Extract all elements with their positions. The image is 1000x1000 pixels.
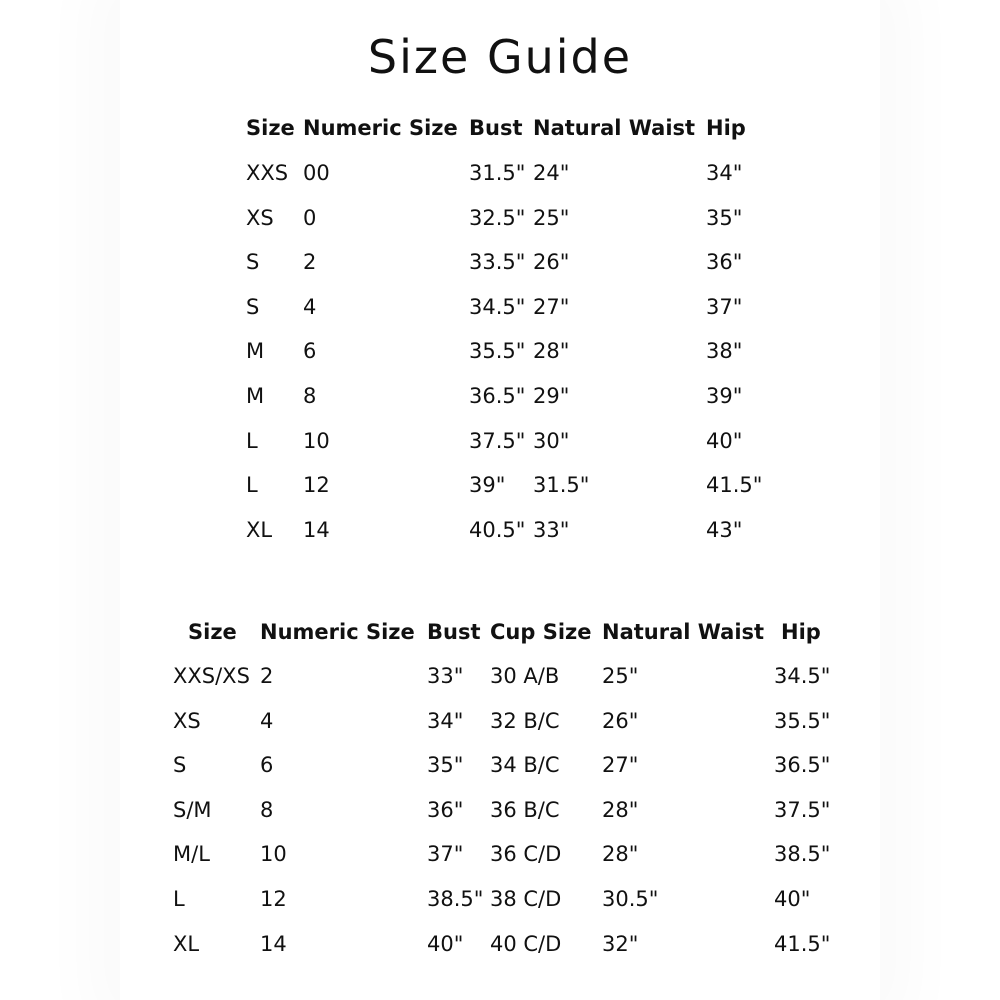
cell-numeric-size: 10	[260, 842, 287, 867]
cell-size: L	[246, 473, 258, 498]
cell-cup-size: 30 A/B	[490, 664, 560, 688]
cell-natural-waist: 27"	[602, 753, 639, 778]
cell-natural-waist: 26"	[602, 708, 639, 733]
cell-bust: 36"	[427, 797, 464, 822]
cell-natural-waist: 24"	[533, 161, 570, 185]
cell-natural-waist: 33"	[533, 517, 570, 542]
cell-bust: 34.5"	[469, 294, 526, 319]
cell-natural-waist: 26"	[533, 250, 570, 275]
cell-bust: 37"	[427, 842, 464, 867]
cell-bust: 35.5"	[469, 339, 526, 364]
header-numeric-size: Numeric Size	[260, 620, 415, 644]
page-title: Size Guide	[367, 30, 633, 84]
cell-bust: 32.5"	[469, 205, 526, 230]
cell-hip: 35"	[706, 205, 743, 230]
cell-cup-size: 34 B/C	[490, 753, 560, 778]
cell-cup-size: 40 C/D	[490, 931, 562, 956]
header-cup-size: Cup Size	[490, 620, 592, 644]
cell-hip: 39"	[706, 384, 743, 408]
cell-hip: 40"	[706, 428, 743, 453]
cell-hip: 37"	[706, 294, 743, 319]
cell-natural-waist: 31.5"	[533, 473, 590, 498]
cell-hip: 34"	[706, 161, 743, 185]
cell-numeric-size: 2	[260, 664, 274, 688]
cell-numeric-size: 6	[260, 753, 274, 778]
cell-numeric-size: 4	[260, 708, 274, 733]
cell-size: XL	[173, 931, 200, 956]
header-numeric-size: Numeric Size	[303, 116, 458, 140]
cell-hip: 43"	[706, 517, 743, 542]
cell-numeric-size: 8	[303, 384, 317, 408]
header-natural-waist: Natural Waist	[533, 116, 696, 140]
cell-numeric-size: 0	[303, 205, 317, 230]
header-natural-waist: Natural Waist	[602, 620, 765, 644]
cell-hip: 35.5"	[774, 708, 831, 733]
cell-hip: 41.5"	[706, 473, 763, 498]
cell-hip: 40"	[774, 887, 811, 911]
cell-bust: 33"	[427, 664, 464, 688]
cell-bust: 36.5"	[469, 384, 526, 408]
cell-natural-waist: 25"	[602, 664, 639, 688]
cell-size: M/L	[173, 842, 210, 867]
cell-cup-size: 32 B/C	[490, 708, 560, 733]
cell-natural-waist: 32"	[602, 931, 639, 956]
cell-size: XXS	[246, 161, 289, 185]
cell-numeric-size: 4	[303, 294, 317, 319]
cell-numeric-size: 6	[303, 339, 317, 364]
cell-bust: 38.5"	[427, 887, 484, 911]
cell-hip: 36"	[706, 250, 743, 275]
cell-size: S	[173, 753, 187, 778]
header-bust: Bust	[427, 620, 481, 644]
cell-cup-size: 36 C/D	[490, 842, 562, 867]
cell-size: L	[173, 887, 185, 911]
header-hip: Hip	[706, 116, 746, 140]
cell-hip: 37.5"	[774, 797, 831, 822]
cell-size: XS	[246, 205, 274, 230]
cell-numeric-size: 14	[260, 931, 287, 956]
cell-natural-waist: 25"	[533, 205, 570, 230]
cell-size: S	[246, 294, 260, 319]
cell-bust: 34"	[427, 708, 464, 733]
cell-numeric-size: 8	[260, 797, 274, 822]
cell-numeric-size: 12	[260, 887, 287, 911]
cell-numeric-size: 10	[303, 428, 330, 453]
header-size: Size	[246, 116, 295, 140]
cell-size: S/M	[173, 797, 212, 822]
cell-size: XL	[246, 517, 273, 542]
cell-bust: 40.5"	[469, 517, 526, 542]
cell-numeric-size: 12	[303, 473, 330, 498]
cell-size: M	[246, 384, 265, 408]
cell-natural-waist: 29"	[533, 384, 570, 408]
cell-numeric-size: 2	[303, 250, 317, 275]
cell-cup-size: 38 C/D	[490, 887, 562, 911]
header-bust: Bust	[469, 116, 523, 140]
cell-numeric-size: 14	[303, 517, 330, 542]
cell-hip: 36.5"	[774, 753, 831, 778]
cell-bust: 39"	[469, 473, 506, 498]
cell-bust: 35"	[427, 753, 464, 778]
cell-bust: 33.5"	[469, 250, 526, 275]
cell-hip: 34.5"	[774, 664, 831, 688]
cell-bust: 31.5"	[469, 161, 526, 185]
cell-bust: 40"	[427, 931, 464, 956]
header-size: Size	[188, 620, 237, 644]
cell-size: XS	[173, 708, 201, 733]
cell-size: XXS/XS	[173, 664, 250, 688]
cell-numeric-size: 00	[303, 161, 330, 185]
cell-hip: 41.5"	[774, 931, 831, 956]
cell-size: M	[246, 339, 265, 364]
cell-natural-waist: 28"	[533, 339, 570, 364]
cell-size: S	[246, 250, 260, 275]
cell-natural-waist: 28"	[602, 842, 639, 867]
cell-natural-waist: 30.5"	[602, 887, 659, 911]
cell-size: L	[246, 428, 258, 453]
cell-hip: 38.5"	[774, 842, 831, 867]
header-hip: Hip	[781, 620, 821, 644]
cell-natural-waist: 30"	[533, 428, 570, 453]
cell-hip: 38"	[706, 339, 743, 364]
cell-natural-waist: 28"	[602, 797, 639, 822]
cell-cup-size: 36 B/C	[490, 797, 560, 822]
cell-bust: 37.5"	[469, 428, 526, 453]
cell-natural-waist: 27"	[533, 294, 570, 319]
